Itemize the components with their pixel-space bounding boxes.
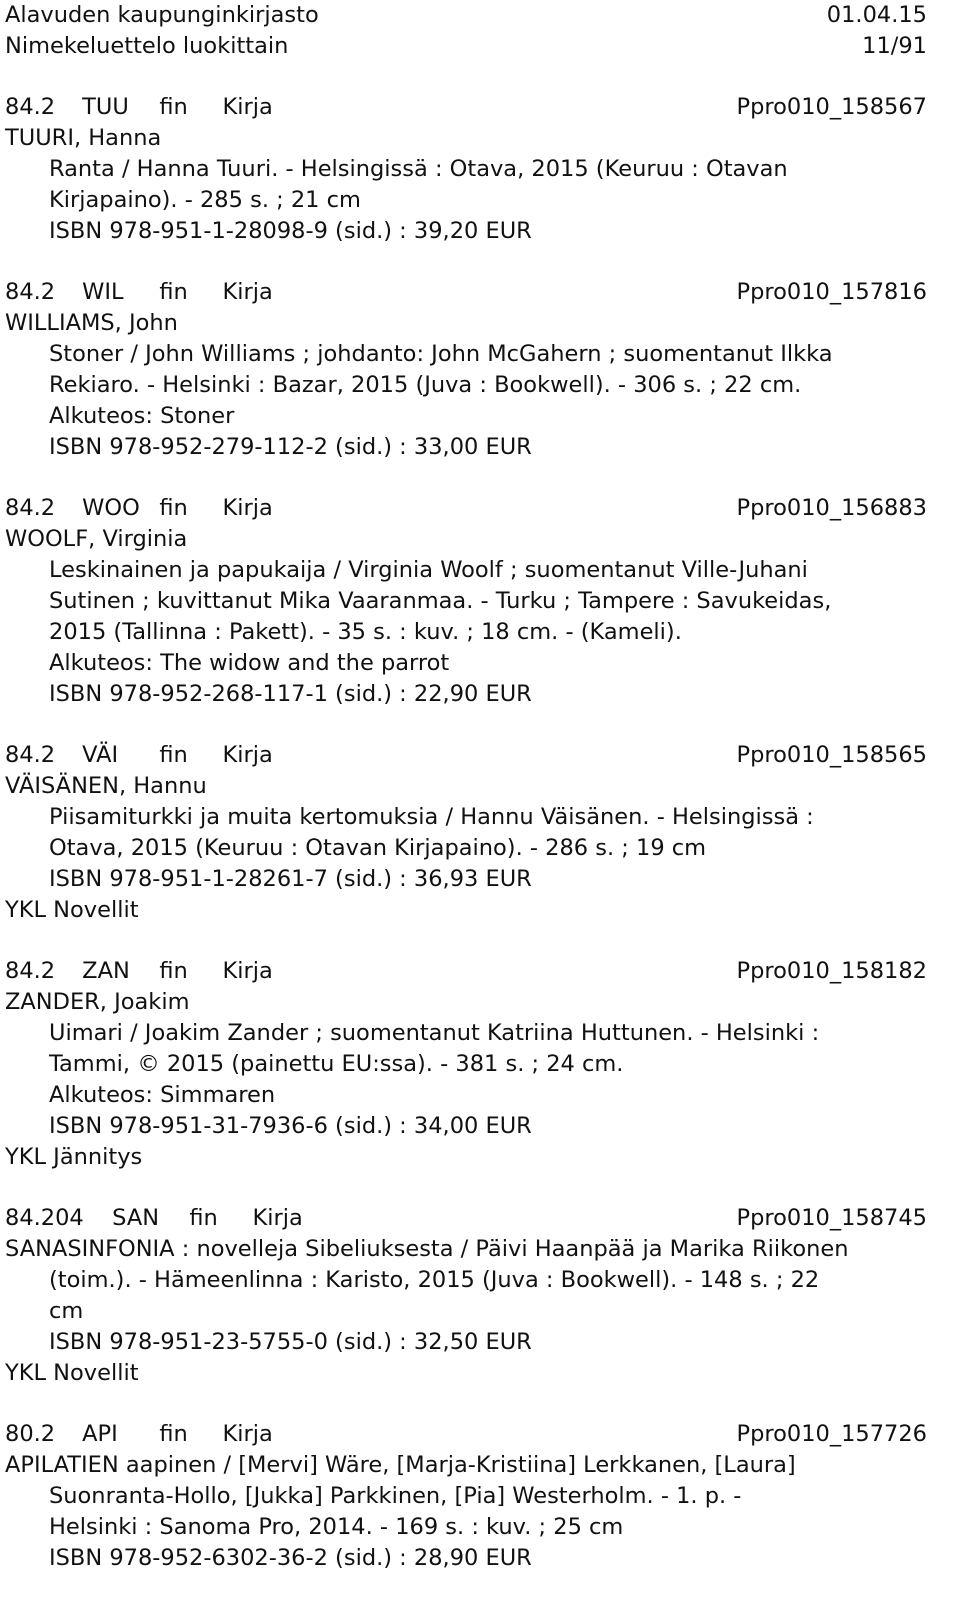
entry-isbn: ISBN 978-951-23-5755-0 (sid.) : 32,50 EUR xyxy=(49,1329,532,1355)
record-id: Ppro010_158565 xyxy=(736,742,927,768)
entry-heading xyxy=(5,277,927,308)
language-code: fin xyxy=(159,495,188,521)
shelf-code: VÄI xyxy=(82,742,119,768)
entry-isbn: ISBN 978-951-1-28261-7 (sid.) : 36,93 EUR xyxy=(49,866,532,892)
shelf-code: SAN xyxy=(112,1205,160,1231)
entry-description-line: Stoner / John Williams ; johdanto: John McGahern ; suomentanut Ilkka xyxy=(49,341,833,367)
entry-heading xyxy=(5,956,927,987)
language-code: fin xyxy=(159,958,188,984)
entry-ykl-genre: YKL Novellit xyxy=(5,1360,139,1386)
entry-heading xyxy=(5,1419,927,1450)
record-id: Ppro010_157726 xyxy=(736,1421,927,1447)
page-header-line-2 xyxy=(5,31,927,62)
catalog-entry xyxy=(5,92,927,247)
language-code: fin xyxy=(159,279,188,305)
class-code: 84.204 xyxy=(5,1205,84,1231)
language-code: fin xyxy=(159,742,188,768)
entry-description-line: Piisamiturkki ja muita kertomuksia / Hannu Väisänen. - Helsingissä : xyxy=(49,804,814,830)
shelf-code: API xyxy=(82,1421,118,1447)
entry-heading xyxy=(5,1203,927,1234)
entry-author: TUURI, Hanna xyxy=(5,125,162,151)
entry-description-line: Helsinki : Sanoma Pro, 2014. - 169 s. : kuv. ; 25 cm xyxy=(49,1514,624,1540)
material-type: Kirja xyxy=(222,742,273,768)
catalog-page xyxy=(5,0,927,1574)
shelf-code: TUU xyxy=(82,94,129,120)
entry-author: APILATIEN aapinen / [Mervi] Wäre, [Marja-Kristiina] Lerkkanen, [Laura] xyxy=(5,1452,796,1478)
entry-isbn: ISBN 978-952-6302-36-2 (sid.) : 28,90 EUR xyxy=(49,1545,532,1571)
entry-author: VÄISÄNEN, Hannu xyxy=(5,773,207,799)
entry-original-title: Alkuteos: The widow and the parrot xyxy=(49,650,450,676)
entry-description-line: Ranta / Hanna Tuuri. - Helsingissä : Otava, 2015 (Keuruu : Otavan xyxy=(49,156,788,182)
entry-description-line: Kirjapaino). - 285 s. ; 21 cm xyxy=(49,187,361,213)
entry-description-line: Tammi, © 2015 (painettu EU:ssa). - 381 s. ; 24 cm. xyxy=(49,1051,624,1077)
entry-isbn: ISBN 978-952-268-117-1 (sid.) : 22,90 EUR xyxy=(49,681,532,707)
entry-description-line: (toim.). - Hämeenlinna : Karisto, 2015 (Juva : Bookwell). - 148 s. ; 22 xyxy=(49,1267,820,1293)
shelf-code: WOO xyxy=(82,495,140,521)
material-type: Kirja xyxy=(222,958,273,984)
list-title: Nimekeluettelo luokittain xyxy=(5,33,289,59)
entry-description-line: Uimari / Joakim Zander ; suomentanut Katriina Huttunen. - Helsinki : xyxy=(49,1020,820,1046)
entry-heading xyxy=(5,92,927,123)
class-code: 84.2 xyxy=(5,495,56,521)
class-code: 84.2 xyxy=(5,279,56,305)
catalog-entry xyxy=(5,1203,927,1389)
entry-description-line: Rekiaro. - Helsinki : Bazar, 2015 (Juva : Bookwell). - 306 s. ; 22 cm. xyxy=(49,372,802,398)
catalog-entry xyxy=(5,277,927,463)
entry-description-line: 2015 (Tallinna : Pakett). - 35 s. : kuv. ; 18 cm. - (Kameli). xyxy=(49,619,682,645)
entry-description-line: Leskinainen ja papukaija / Virginia Woolf ; suomentanut Ville-Juhani xyxy=(49,557,808,583)
material-type: Kirja xyxy=(222,1421,273,1447)
entry-ykl-genre: YKL Novellit xyxy=(5,897,139,923)
shelf-code: WIL xyxy=(82,279,124,305)
entry-isbn: ISBN 978-951-1-28098-9 (sid.) : 39,20 EUR xyxy=(49,218,532,244)
record-id: Ppro010_156883 xyxy=(736,495,927,521)
entry-isbn: ISBN 978-952-279-112-2 (sid.) : 33,00 EUR xyxy=(49,434,532,460)
entry-ykl-genre: YKL Jännitys xyxy=(5,1144,143,1170)
catalog-entry xyxy=(5,740,927,926)
language-code: fin xyxy=(159,1421,188,1447)
page-header-line-1 xyxy=(5,0,927,31)
material-type: Kirja xyxy=(252,1205,303,1231)
record-id: Ppro010_158567 xyxy=(736,94,927,120)
catalog-entry xyxy=(5,956,927,1173)
entry-author: ZANDER, Joakim xyxy=(5,989,190,1015)
material-type: Kirja xyxy=(222,279,273,305)
class-code: 84.2 xyxy=(5,94,56,120)
entry-description-line: Suonranta-Hollo, [Jukka] Parkkinen, [Pia] Westerholm. - 1. p. - xyxy=(49,1483,742,1509)
language-code: fin xyxy=(159,94,188,120)
record-id: Ppro010_157816 xyxy=(736,279,927,305)
class-code: 80.2 xyxy=(5,1421,56,1447)
entry-description-line: cm xyxy=(49,1298,84,1324)
entry-author: WOOLF, Virginia xyxy=(5,526,188,552)
catalog-entry xyxy=(5,493,927,710)
entry-description-line: Sutinen ; kuvittanut Mika Vaaranmaa. - Turku ; Tampere : Savukeidas, xyxy=(49,588,832,614)
class-code: 84.2 xyxy=(5,958,56,984)
record-id: Ppro010_158745 xyxy=(736,1205,927,1231)
library-name: Alavuden kaupunginkirjasto xyxy=(5,2,319,28)
entry-heading xyxy=(5,493,927,524)
material-type: Kirja xyxy=(222,94,273,120)
material-type: Kirja xyxy=(222,495,273,521)
entry-original-title: Alkuteos: Stoner xyxy=(49,403,235,429)
language-code: fin xyxy=(189,1205,218,1231)
entry-author: SANASINFONIA : novelleja Sibeliuksesta / Päivi Haanpää ja Marika Riikonen xyxy=(5,1236,849,1262)
entry-author: WILLIAMS, John xyxy=(5,310,178,336)
page-number: 11/91 xyxy=(862,33,927,59)
record-id: Ppro010_158182 xyxy=(736,958,927,984)
entry-isbn: ISBN 978-951-31-7936-6 (sid.) : 34,00 EUR xyxy=(49,1113,532,1139)
entry-original-title: Alkuteos: Simmaren xyxy=(49,1082,276,1108)
report-date: 01.04.15 xyxy=(826,2,927,28)
catalog-entry xyxy=(5,1419,927,1574)
entry-heading xyxy=(5,740,927,771)
shelf-code: ZAN xyxy=(82,958,130,984)
class-code: 84.2 xyxy=(5,742,56,768)
entry-description-line: Otava, 2015 (Keuruu : Otavan Kirjapaino). - 286 s. ; 19 cm xyxy=(49,835,707,861)
